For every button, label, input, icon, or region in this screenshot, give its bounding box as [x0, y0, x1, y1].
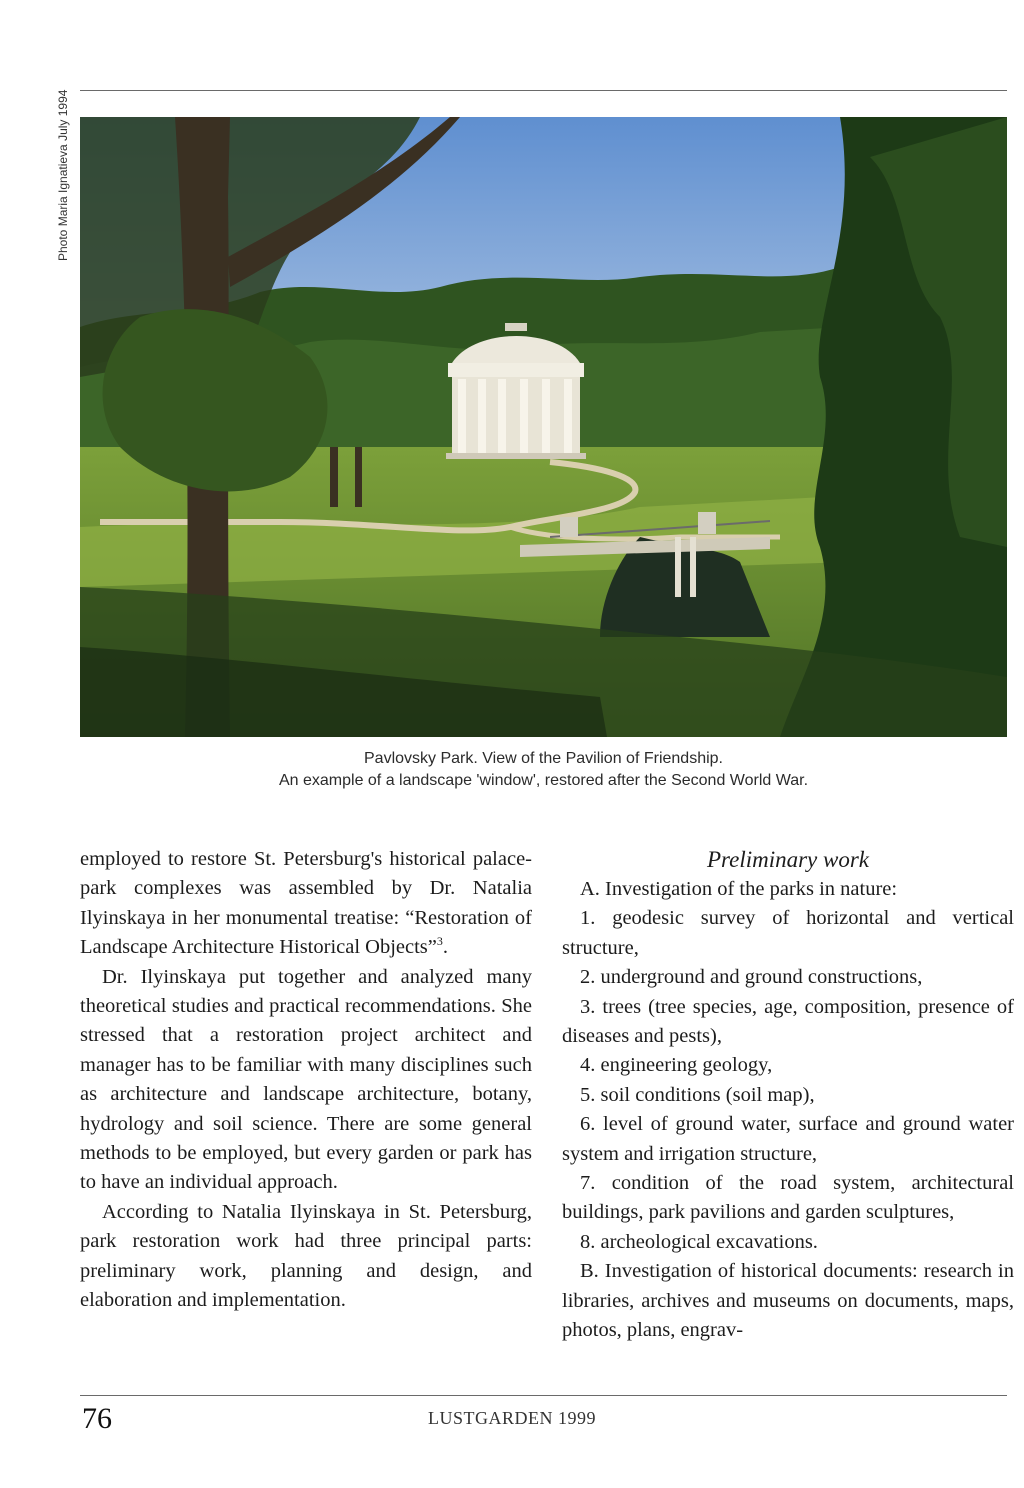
footnote-ref: 3: [436, 934, 443, 949]
photo-credit: Photo Maria Ignatieva July 1994: [56, 90, 70, 262]
paragraph-2: Dr. Ilyinskaya put together and analyzed many theoretical studies and practical recommendations. She stressed that a restoration project architect and manager has to be familiar with many disciplines such as architecture and landscape architecture, botany, hydrology and soil science. There are some general methods to be employed, but every garden or park has to have an individual approach.: [80, 965, 532, 1194]
list-item: 5. soil conditions (soil map),: [580, 1083, 815, 1106]
left-column: [80, 845, 532, 1316]
page-number: 76: [82, 1402, 112, 1435]
paragraph-1-end: .: [442, 936, 449, 959]
caption-line-1: Pavlovsky Park. View of the Pavilion of Friendship.: [364, 750, 723, 767]
paragraph-1-text: employed to restore St. Petersburg's historical palace-park complexes was assembled by Dr. Natalia Ilyinskaya in her monumental treatise: “Restoration of Landscape Architecture Historical Objects”: [80, 848, 532, 959]
list-item: 7. condition of the road system, architectural buildings, park pavilions and garden sculptures,: [562, 1172, 1014, 1224]
section-heading: Preliminary work: [706, 847, 870, 872]
list-item: 6. level of ground water, surface and ground water system and irrigation structure,: [562, 1113, 1014, 1165]
caption-line-2: An example of a landscape 'window', restored after the Second World War.: [278, 772, 809, 789]
bottom-rule: [80, 1395, 1007, 1396]
running-footer: LUSTGARDEN 1999: [428, 1408, 596, 1428]
list-item: 3. trees (tree species, age, composition, presence of diseases and pests),: [562, 995, 1014, 1048]
list-item: 1. geodesic survey of horizontal and vertical structure,: [562, 907, 1014, 959]
paragraph-3: According to Natalia Ilyinskaya in St. Petersburg, park restoration work had three principal parts: preliminary work, planning and design, and elaboration and implementation.: [80, 1200, 532, 1312]
list-item: 8. archeological excavations.: [580, 1230, 818, 1253]
paragraph-1: [80, 845, 532, 963]
list-item: A. Investigation of the parks in nature:: [580, 878, 898, 900]
list-item: 4. engineering geology,: [580, 1054, 773, 1077]
list-item: 2. underground and ground constructions,: [580, 966, 923, 989]
top-rule: [80, 90, 1007, 91]
park-photograph: [80, 117, 1007, 737]
right-column: [562, 845, 1014, 1346]
list-item: B. Investigation of historical documents: research in libraries, archives and museums on documents, maps, photos, plans, engrav-: [562, 1260, 1014, 1342]
pavilion-of-friendship-image: [80, 117, 1007, 737]
photo-caption: [80, 748, 1007, 792]
